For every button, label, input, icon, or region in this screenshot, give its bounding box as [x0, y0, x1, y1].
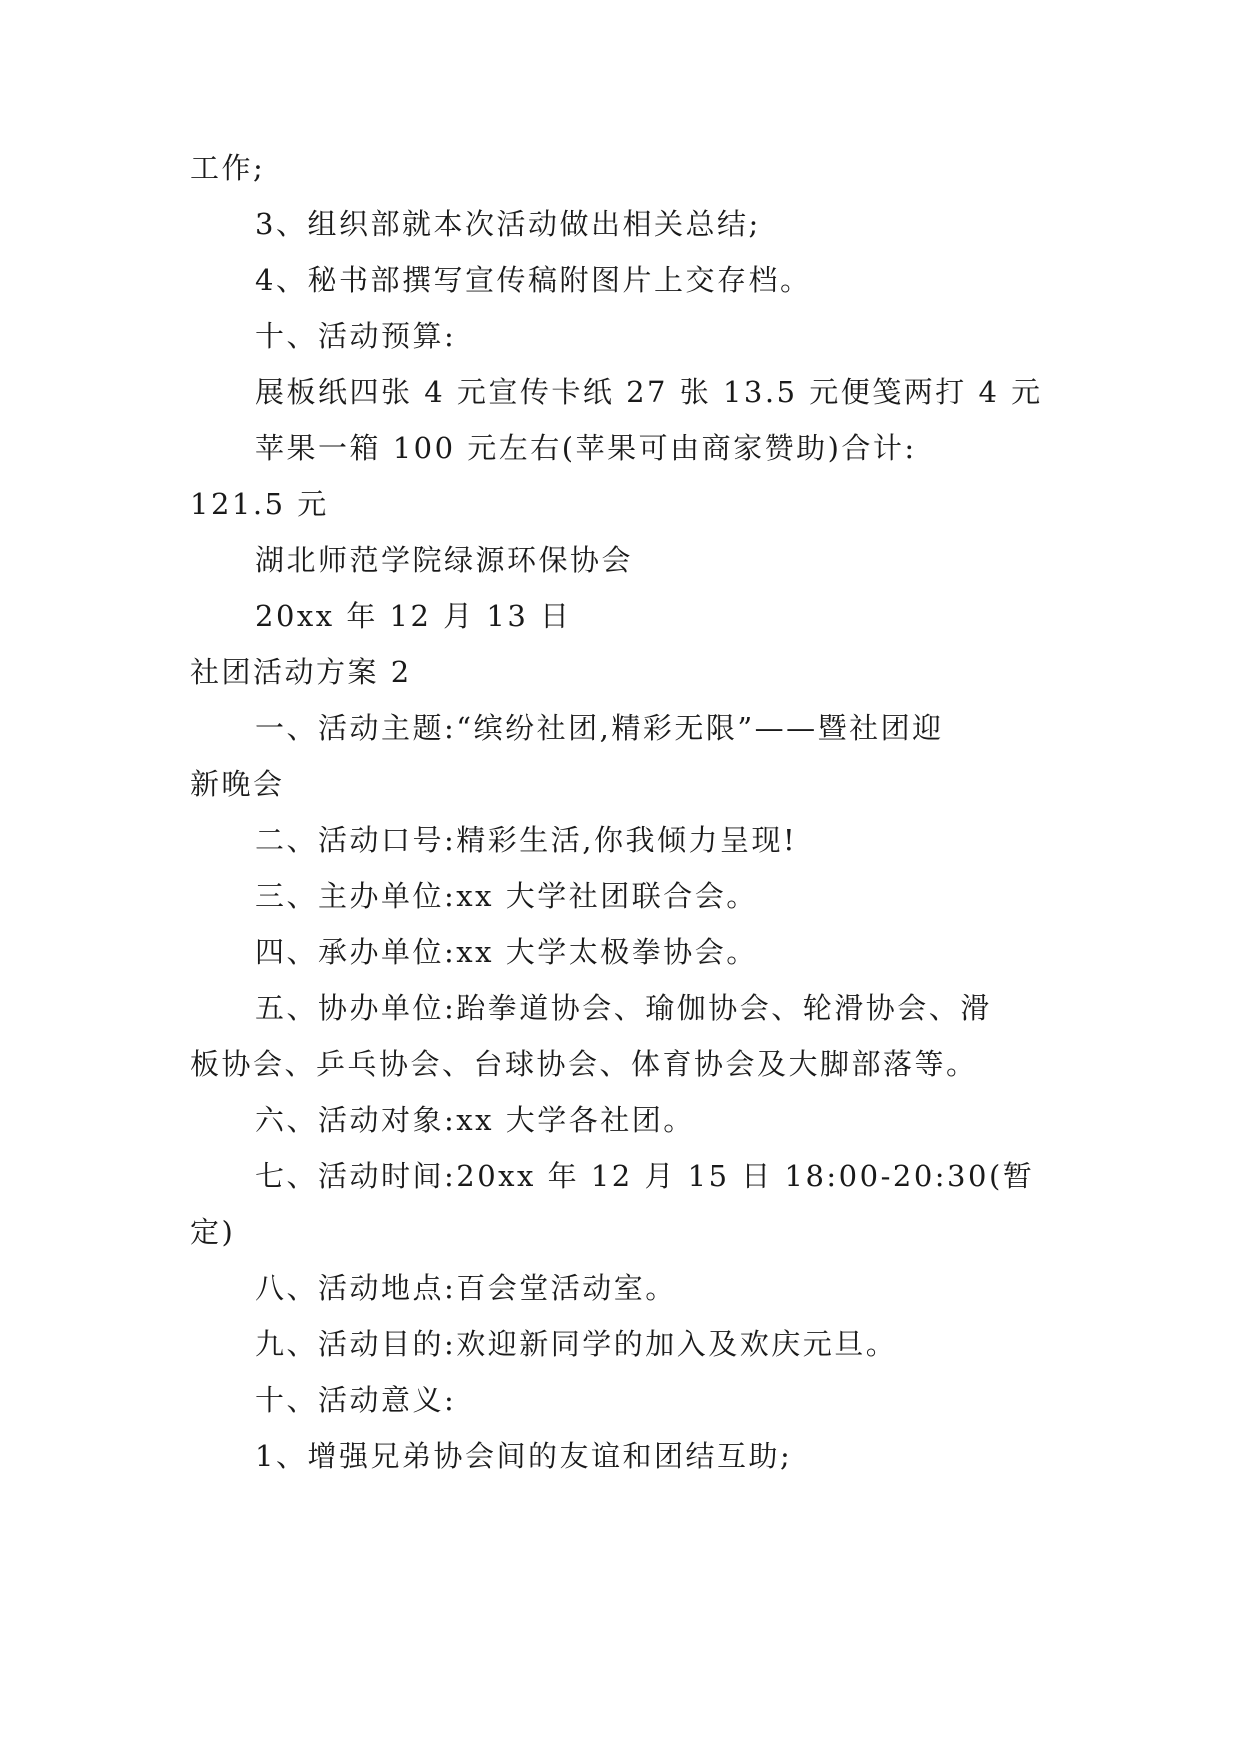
text-line: 六、活动对象:xx 大学各社团。: [255, 1103, 695, 1137]
section-heading: 十、活动意义:: [255, 1383, 457, 1417]
plan-title: 社团活动方案 2: [190, 655, 412, 689]
text-line: 板协会、乒乓协会、台球协会、体育协会及大脚部落等。: [190, 1047, 978, 1081]
text-line: 展板纸四张 4 元宣传卡纸 27 张 13.5 元便笺两打 4 元: [255, 375, 1043, 409]
text-line: 新晚会: [190, 767, 285, 801]
text-line: 工作;: [190, 151, 266, 185]
section-heading: 十、活动预算:: [255, 319, 457, 353]
organization-signature: 湖北师范学院绿源环保协会: [255, 543, 634, 577]
text-line: 1、增强兄弟协会间的友谊和团结互助;: [255, 1439, 793, 1473]
text-line: 一、活动主题:“缤纷社团,精彩无限”——暨社团迎: [255, 711, 944, 745]
text-line: 定): [190, 1215, 236, 1249]
text-line: 五、协办单位:跆拳道协会、瑜伽协会、轮滑协会、滑: [255, 991, 992, 1025]
text-line: 九、活动目的:欢迎新同学的加入及欢庆元旦。: [255, 1327, 898, 1361]
text-line: 3、组织部就本次活动做出相关总结;: [255, 207, 761, 241]
text-line: 四、承办单位:xx 大学太极拳协会。: [255, 935, 758, 969]
text-line: 121.5 元: [190, 487, 329, 521]
signature-date: 20xx 年 12 月 13 日: [255, 599, 572, 633]
text-line: 八、活动地点:百会堂活动室。: [255, 1271, 677, 1305]
text-line: 4、秘书部撰写宣传稿附图片上交存档。: [255, 263, 812, 297]
text-line: 苹果一箱 100 元左右(苹果可由商家赞助)合计:: [255, 431, 917, 465]
text-line: 七、活动时间:20xx 年 12 月 15 日 18:00-20:30(暂: [255, 1159, 1035, 1193]
text-line: 二、活动口号:精彩生活,你我倾力呈现!: [255, 823, 798, 857]
text-line: 三、主办单位:xx 大学社团联合会。: [255, 879, 758, 913]
